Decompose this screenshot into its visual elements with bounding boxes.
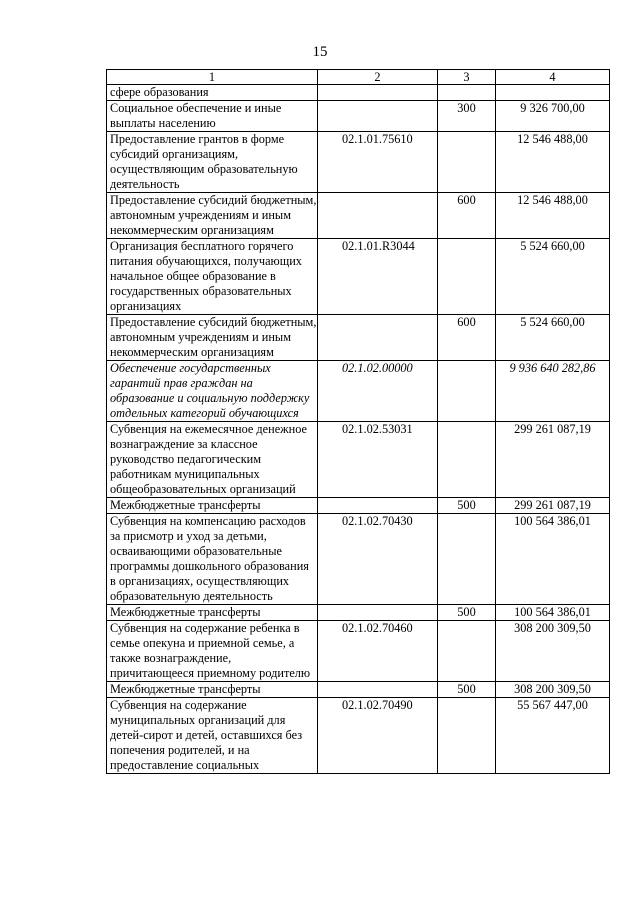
row-amount-cell: 9 936 640 282,86 xyxy=(496,361,610,422)
row-name-cell: Предоставление грантов в форме субсидий организациям, осуществляющим образовательную деятельность xyxy=(107,132,318,193)
table-header-row xyxy=(107,70,610,85)
row-name-cell: Субвенция на содержание ребенка в семье опекуна и приемной семье, а также вознаграждение, причитающееся приемному родителю xyxy=(107,621,318,682)
row-type-cell xyxy=(438,239,496,315)
row-amount-cell: 5 524 660,00 xyxy=(496,239,610,315)
row-name-cell: Обеспечение государственных гарантий прав граждан на образование и социальную поддержку отдельных категорий обучающихся xyxy=(107,361,318,422)
row-name-cell: Предоставление субсидий бюджетным, автономным учреждениям и иным некоммерческим организациям xyxy=(107,193,318,239)
row-code-cell xyxy=(318,315,438,361)
row-amount-cell: 5 524 660,00 xyxy=(496,315,610,361)
row-code-cell: 02.1.02.70460 xyxy=(318,621,438,682)
row-code-cell xyxy=(318,682,438,698)
row-type-cell xyxy=(438,698,496,774)
table-row xyxy=(107,422,610,498)
row-amount-cell: 299 261 087,19 xyxy=(496,498,610,514)
row-type-cell: 600 xyxy=(438,315,496,361)
row-name-cell: Организация бесплатного горячего питания обучающихся, получающих начальное общее образование в государственных образовательных организациях xyxy=(107,239,318,315)
row-name-cell: Межбюджетные трансферты xyxy=(107,682,318,698)
row-code-cell: 02.1.02.00000 xyxy=(318,361,438,422)
row-code-cell: 02.1.02.53031 xyxy=(318,422,438,498)
row-code-cell xyxy=(318,85,438,101)
row-name-cell: Субвенция на компенсацию расходов за присмотр и уход за детьми, осваивающими образовательные программы дошкольного образования в организациях, осуществляющих образовательную деятельность xyxy=(107,514,318,605)
row-type-cell: 600 xyxy=(438,193,496,239)
row-code-cell: 02.1.01.R3044 xyxy=(318,239,438,315)
row-name-cell: Межбюджетные трансферты xyxy=(107,605,318,621)
table-body xyxy=(107,85,610,774)
table-row xyxy=(107,239,610,315)
row-amount-cell: 100 564 386,01 xyxy=(496,514,610,605)
row-amount-cell: 100 564 386,01 xyxy=(496,605,610,621)
row-type-cell: 500 xyxy=(438,605,496,621)
header-col-4: 4 xyxy=(496,70,610,85)
row-amount-cell: 308 200 309,50 xyxy=(496,621,610,682)
table-row xyxy=(107,85,610,101)
header-col-2: 2 xyxy=(318,70,438,85)
row-type-cell xyxy=(438,132,496,193)
row-code-cell: 02.1.01.75610 xyxy=(318,132,438,193)
page-number: 15 xyxy=(312,44,328,60)
row-code-cell xyxy=(318,193,438,239)
row-type-cell xyxy=(438,361,496,422)
budget-table xyxy=(106,69,610,774)
row-name-cell: сфере образования xyxy=(107,85,318,101)
header-col-1: 1 xyxy=(107,70,318,85)
row-amount-cell: 9 326 700,00 xyxy=(496,101,610,132)
table-row xyxy=(107,498,610,514)
row-name-cell: Социальное обеспечение и иные выплаты населению xyxy=(107,101,318,132)
table-row xyxy=(107,621,610,682)
row-type-cell xyxy=(438,621,496,682)
row-type-cell: 500 xyxy=(438,682,496,698)
table-row xyxy=(107,315,610,361)
row-type-cell xyxy=(438,85,496,101)
table-row xyxy=(107,605,610,621)
table-row xyxy=(107,132,610,193)
row-amount-cell: 308 200 309,50 xyxy=(496,682,610,698)
row-type-cell: 500 xyxy=(438,498,496,514)
row-amount-cell: 12 546 488,00 xyxy=(496,193,610,239)
row-amount-cell: 12 546 488,00 xyxy=(496,132,610,193)
table-row xyxy=(107,101,610,132)
row-type-cell xyxy=(438,514,496,605)
table-row xyxy=(107,361,610,422)
table-row xyxy=(107,698,610,774)
table-row xyxy=(107,193,610,239)
header-col-3: 3 xyxy=(438,70,496,85)
row-amount-cell: 299 261 087,19 xyxy=(496,422,610,498)
row-name-cell: Межбюджетные трансферты xyxy=(107,498,318,514)
row-amount-cell xyxy=(496,85,610,101)
table-row xyxy=(107,682,610,698)
row-code-cell xyxy=(318,498,438,514)
row-amount-cell: 55 567 447,00 xyxy=(496,698,610,774)
row-code-cell: 02.1.02.70430 xyxy=(318,514,438,605)
row-type-cell: 300 xyxy=(438,101,496,132)
row-name-cell: Предоставление субсидий бюджетным, автономным учреждениям и иным некоммерческим организациям xyxy=(107,315,318,361)
row-code-cell xyxy=(318,605,438,621)
row-name-cell: Субвенция на ежемесячное денежное вознаграждение за классное руководство педагогическим работникам муниципальных общеобразовательных организаций xyxy=(107,422,318,498)
table-row xyxy=(107,514,610,605)
row-code-cell: 02.1.02.70490 xyxy=(318,698,438,774)
row-name-cell: Субвенция на содержание муниципальных организаций для детей-сирот и детей, оставшихся без попечения родителей, и на предоставление социальных xyxy=(107,698,318,774)
row-type-cell xyxy=(438,422,496,498)
row-code-cell xyxy=(318,101,438,132)
